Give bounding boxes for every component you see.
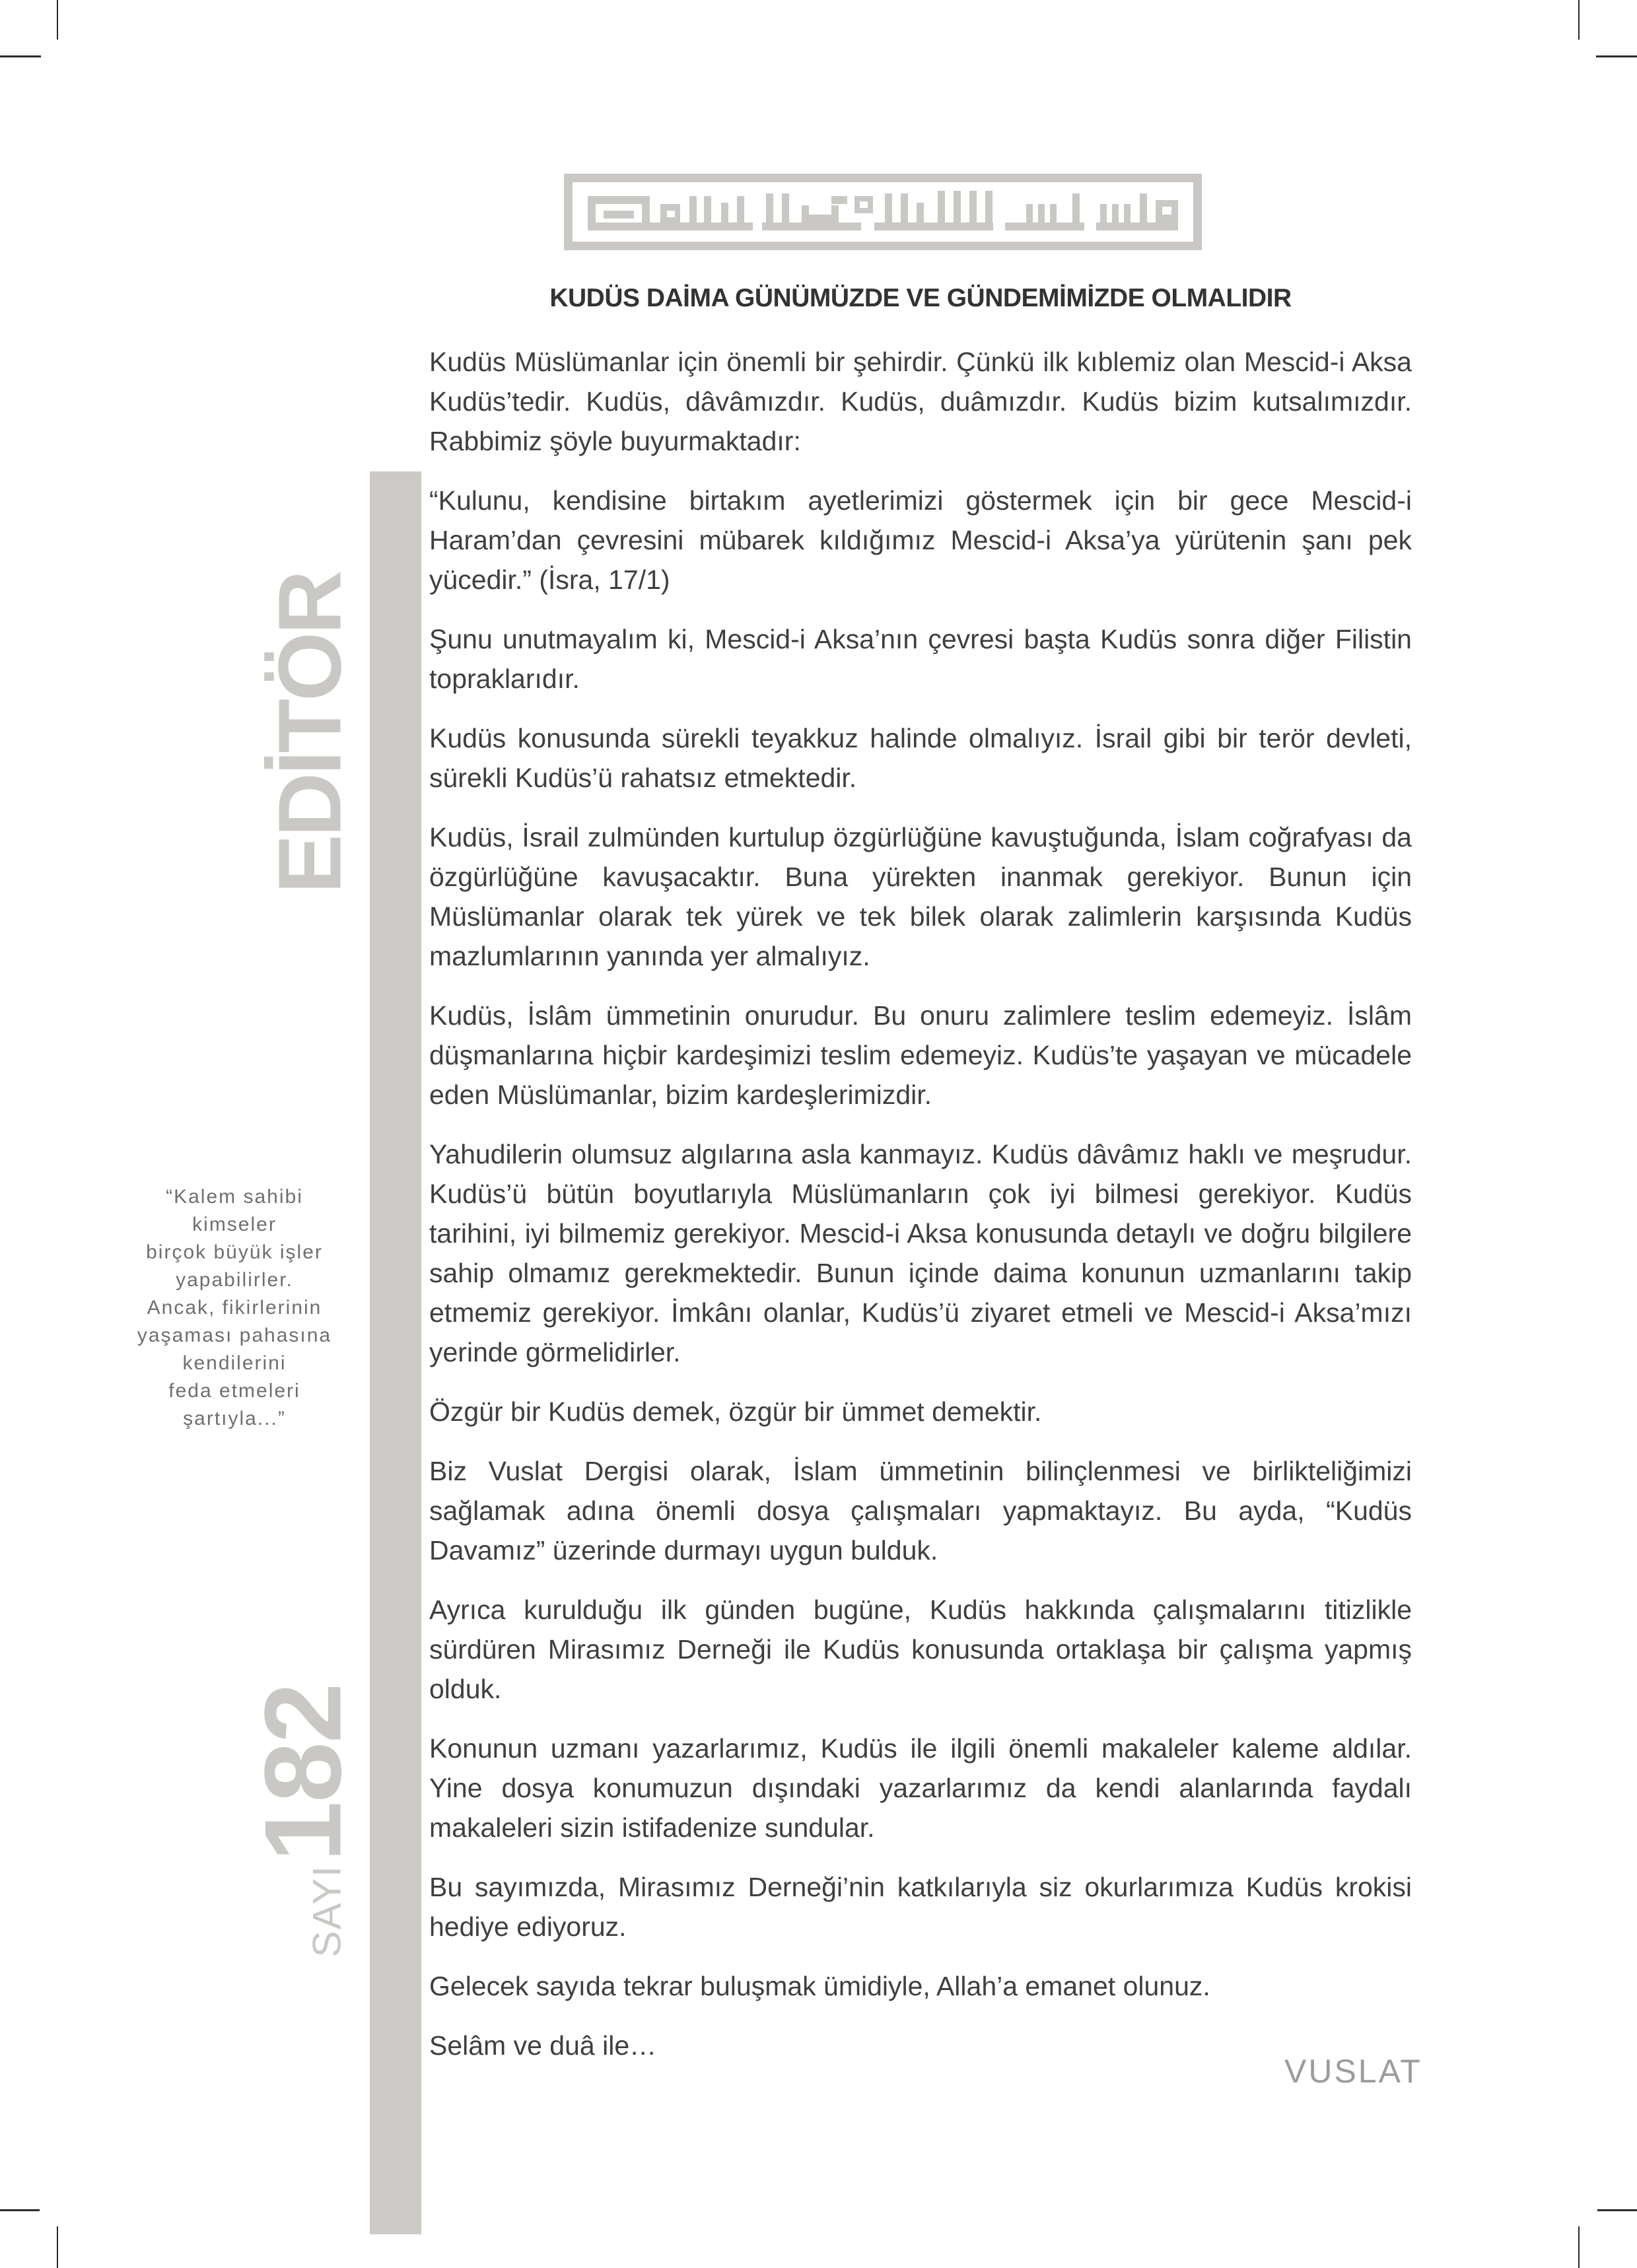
crop-mark-bottom-left-vertical xyxy=(57,2226,58,2268)
body-paragraph: Kudüs, İslâm ümmetinin onurudur. Bu onuru zalimlere teslim edemeyiz. İslâm düşmanlarına hiçbir kardeşimizi teslim edemeyiz. Kudüs’te yaşayan ve mücadele eden Müslümanlar, bizim kardeşlerimizdir. xyxy=(429,1000,1412,1110)
body-paragraph: Yahudilerin olumsuz algılarına asla kanmayız. Kudüs dâvâmız haklı ve meşrudur. Kudüs’ü bütün boyutlarıyla Müslümanların çok iyi bilmesi gerekiyor. Kudüs tarihini, iyi bilmemiz gerekiyor. Mescid-i Aksa konusunda detaylı ve doğru bilgilere sahip olmamız gerekmektedir. Bunun içinde daima konunun uzmanlarını takip etmemiz gerekiyor. İmkânı olanlar, Kudüs’ü ziyaret etmeli ve Mescid-i Aksa’mızı yerinde görmelidirler. xyxy=(429,1139,1412,1367)
crop-mark-top-left-vertical xyxy=(57,0,58,40)
pull-quote-line: yapabilirler. xyxy=(176,1269,293,1291)
body-paragraph: Kudüs, İsrail zulmünden kurtulup özgürlüğüne kavuştuğunda, İslam coğrafyası da özgürlüğüne kavuşacaktır. Buna yürekten inanmak gerekiyor. Bunun için Müslümanlar olarak tek yürek ve tek bilek olarak zalimlerin karşısında Kudüs mazlumlarının yanında yer almalıyız. xyxy=(429,822,1412,971)
pull-quote-line: kimseler xyxy=(192,1214,277,1235)
body-paragraph: Bu sayımızda, Mirasımız Derneği’nin katkılarıyla siz okurlarımıza Kudüs krokisi hediye ediyoruz. xyxy=(429,1872,1412,1942)
pull-quote-line: yaşaması pahasına xyxy=(137,1324,332,1346)
body-paragraph: “Kulunu, kendisine birtakım ayetlerimizi göstermek için bir gece Mescid-i Haram’dan çevresini mübarek kıldığımız Mescid-i Aksa’ya yürütenin şanı pek yücedir.” (İsra, 17/1) xyxy=(429,485,1412,595)
bismillah-kufic-ornament xyxy=(564,174,1202,250)
body-paragraph: Selâm ve duâ ile… xyxy=(429,2030,657,2061)
crop-mark-top-right-vertical xyxy=(1578,0,1580,40)
body-paragraph: Kudüs konusunda sürekli teyakkuz halinde olmalıyız. İsrail gibi bir terör devleti, sürekli Kudüs’ü rahatsız etmektedir. xyxy=(429,723,1412,793)
editorial-body xyxy=(429,342,1412,2085)
pull-quote-line: kendilerini xyxy=(182,1352,287,1374)
pull-quote-line: şartıyla...” xyxy=(183,1408,286,1429)
editorial-title: KUDÜS DAİMA GÜNÜMÜZDE VE GÜNDEMİMİZDE OLMALIDIR xyxy=(549,284,1292,312)
body-paragraph: Özgür bir Kudüs demek, özgür bir ümmet demektir. xyxy=(429,1396,1042,1427)
section-label-block xyxy=(260,572,360,894)
crop-mark-bottom-right-vertical xyxy=(1578,2226,1580,2268)
magazine-brand: VUSLAT xyxy=(1284,2053,1422,2090)
issue-number: 182 xyxy=(242,1684,364,1862)
body-paragraph: Şunu unutmayalım ki, Mescid-i Aksa’nın çevresi başta Kudüs sonra diğer Filistin topraklarıdır. xyxy=(429,624,1412,694)
body-paragraph: Ayrıca kurulduğu ilk günden bugüne, Kudüs hakkında çalışmalarını titizlikle sürdüren Mirasımız Derneği ile Kudüs konusunda ortaklaşa bir çalışma yapmış olduk. xyxy=(429,1595,1412,1704)
body-paragraph: Kudüs Müslümanlar için önemli bir şehirdir. Çünkü ilk kıblemiz olan Mescid-i Aksa Kudüs’tedir. Kudüs, dâvâmızdır. Kudüs, duâmızdır. Kudüs bizim kutsalımızdır. Rabbimiz şöyle buyurmaktadır: xyxy=(429,347,1412,456)
pull-quote-line: “Kalem sahibi xyxy=(166,1186,303,1208)
section-label-editor: EDİTÖR xyxy=(260,572,360,894)
sidebar-divider-bar xyxy=(370,471,421,2234)
body-paragraph: Biz Vuslat Dergisi olarak, İslam ümmetinin bilinçlenmesi ve birlikteliğimizi sağlamak adına önemli dosya çalışmaları yapmaktayız. Bu ayda, “Kudüs Davamız” üzerinde durmayı uygun bulduk. xyxy=(429,1456,1412,1565)
pull-quote xyxy=(102,1183,366,1433)
body-paragraph: Konunun uzmanı yazarlarımız, Kudüs ile ilgili önemli makaleler kaleme aldılar. Yine dosya konumuzun dışındaki yazarlarımız da kendi alanlarında faydalı makaleleri sizin istifadenize sundular. xyxy=(429,1733,1412,1843)
issue-rotated-text xyxy=(241,1684,366,1957)
pull-quote-line: Ancak, fikirlerinin xyxy=(147,1297,322,1319)
crop-mark-top-left-horizontal xyxy=(0,55,41,57)
crop-mark-top-right-horizontal xyxy=(1596,55,1637,57)
crop-mark-bottom-right-horizontal xyxy=(1597,2209,1637,2211)
issue-number-block xyxy=(242,1680,364,1961)
pull-quote-line: birçok büyük işler xyxy=(146,1241,323,1263)
body-paragraph: Gelecek sayıda tekrar buluşmak ümidiyle, Allah’a emanet olunuz. xyxy=(429,1971,1210,2001)
pull-quote-line: feda etmeleri xyxy=(168,1380,300,1402)
crop-mark-bottom-left-horizontal xyxy=(0,2209,40,2211)
issue-label: SAYI xyxy=(304,1865,349,1958)
